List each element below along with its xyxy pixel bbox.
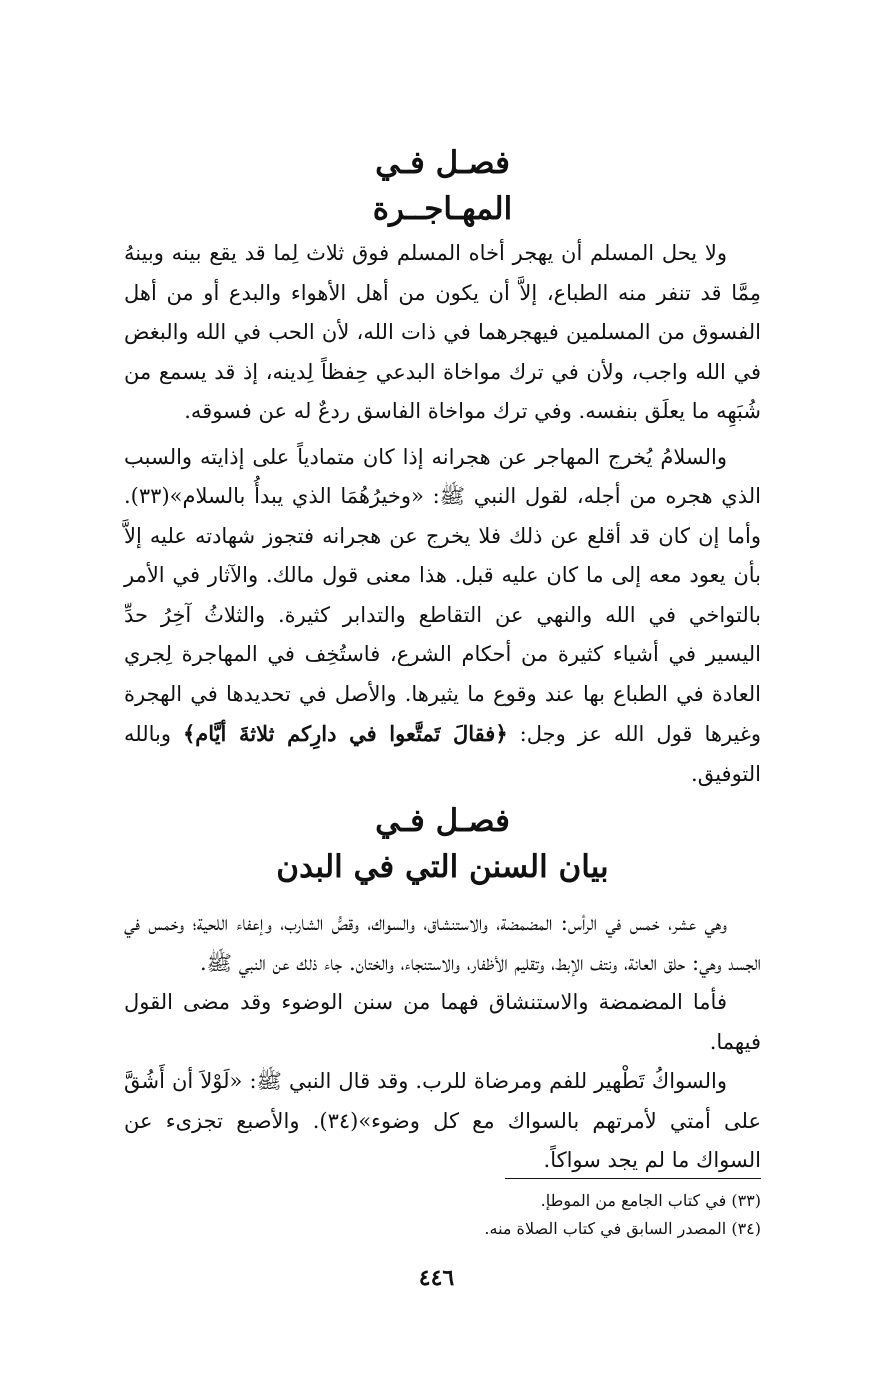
paragraph bbox=[124, 438, 761, 795]
footnote: (٣٣) في كتاب الجامع من الموطإ. bbox=[540, 1191, 761, 1210]
page-number: ٤٤٦ bbox=[418, 1265, 455, 1291]
section-heading: فصـل فـي bbox=[375, 803, 510, 839]
footnote: (٣٤) المصدر السابق في كتاب الصلاة منه. bbox=[484, 1219, 761, 1238]
footnotes bbox=[124, 1178, 761, 1243]
footnote-rule bbox=[505, 1178, 761, 1179]
text-run: وبالله التوفيق. bbox=[124, 722, 761, 786]
section-subheading: بيان السنن التي في البدن bbox=[276, 849, 609, 885]
paragraph: وهي عشر، خمس في الرأس: المضمضة، والاستنشاق، والسواك، وقصُّ الشارب، وإعفاء اللحية؛ وخمس في الجسد وهي: حلق العانة، ونتف الإبط، وتقليم الأظفار، والاستنجاء، والختان. جاء ذلك عن النبي ﷺ. bbox=[124, 911, 761, 975]
text-run: والسلامُ يُخرج المهاجر عن هجرانه إذا كان متمادياً على إذايته والسبب الذي هجره من أجله، لقول النبي ﷺ: «وخيرُهُمَا الذي يبدأُ بالسلام»(٣٣). وأما إن كان قد أقلع عن ذلك فلا يخرج عن هجرانه فتجوز شهادته عليه إلاَّ بأن يعود معه إلى ما كان عليه قبل. هذا معنى قول مالك. والآثار في الأمر بالتواخي في الله والنهي عن التقاطع والتدابر كثيرة. والثلاثُ آخِرُ حدِّ اليسير في أشياء كثيرة من أحكام الشرع، فاستُخِف في المهاجرة لِجري العادة في الطباع بها عند وقوع ما يثيرها. والأصل في تحديدها في الهجرة وغيرها قول الله عز وجل: bbox=[124, 444, 761, 746]
paragraph: والسواكُ تَطْهير للفم ومرضاة للرب. وقد قال النبي ﷺ: «لَوْلاَ أن أَشُقَّ على أمتي لأمرتهم بالسواك مع كل وضوء»(٣٤). والأصبع تجزىء عن السواك ما لم يجد سواكاً. bbox=[124, 1069, 761, 1172]
section-heading: فصـل فـي bbox=[375, 145, 510, 181]
paragraph: ولا يحل المسلم أن يهجر أخاه المسلم فوق ثلاث لِما قد يقع بينه وبينهُ مِمَّا قد تنفر منه الطباع، إلاَّ أن يكون من أهل الأهواء والبدع أو من أهل الفسوق من المسلمين فيهجرهما في ذات الله، لأن الحب في الله والبغض في الله واجب، ولأن في ترك مواخاة البدعي حِفظاً لِدينه، إذ قد يسمع من شُبَهِه ما يعلَق بنفسه. وفي ترك مواخاة الفاسق ردعٌ له عن فسوقه. bbox=[124, 241, 761, 423]
section-subheading: المهـاجــرة bbox=[372, 191, 513, 227]
paragraph: فأما المضمضة والاستنشاق فهما من سنن الوضوء وقد مضى القول فيهما. bbox=[124, 990, 761, 1054]
quran-verse: ﴿فقالَ تَمتَّعوا في دارِكم ثلاثةَ أيَّام﴾ bbox=[183, 721, 508, 746]
